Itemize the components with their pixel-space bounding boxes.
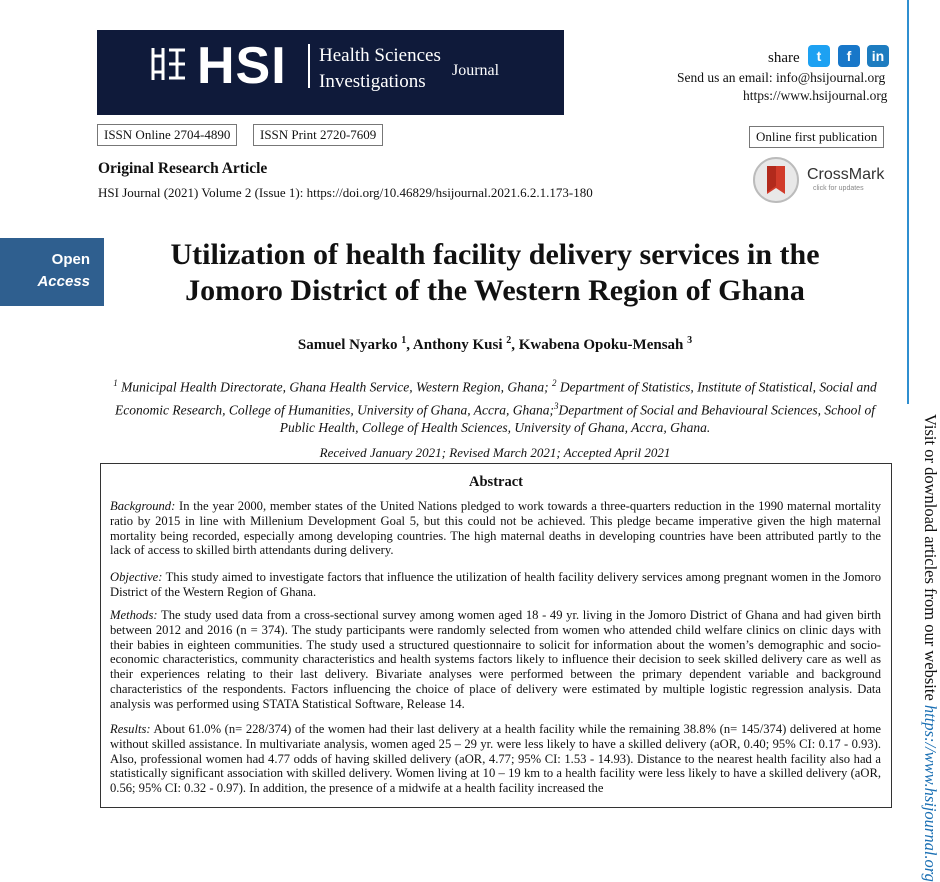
- twitter-icon[interactable]: t: [808, 45, 830, 67]
- author-affil-sup: 3: [687, 335, 693, 346]
- logo-line-2: Investigations: [319, 71, 426, 92]
- online-first-badge: Online first publication: [749, 126, 884, 148]
- facebook-icon[interactable]: f: [838, 45, 860, 67]
- affil-sup: 1: [113, 378, 118, 388]
- methods-label: Methods:: [110, 608, 158, 622]
- share-label: share: [768, 50, 800, 66]
- author-name: Anthony Kusi: [412, 337, 503, 353]
- abstract-box: [100, 463, 892, 808]
- website-link[interactable]: https://www.hsijournal.org: [743, 88, 888, 103]
- abstract-background: [110, 499, 881, 558]
- logo-divider: [308, 44, 310, 88]
- linkedin-icon[interactable]: in: [867, 45, 889, 67]
- citation-doi[interactable]: HSI Journal (2021) Volume 2 (Issue 1): https://doi.org/10.46829/hsijournal.2021.6.2.1.173-180: [98, 185, 593, 200]
- open-access-line-2: Access: [37, 273, 90, 290]
- author-name: Samuel Nyarko: [297, 337, 398, 353]
- abstract-methods: [110, 608, 881, 712]
- author-name: Kwabena Opoku-Mensah: [518, 337, 684, 353]
- issn-print-badge: ISSN Print 2720-7609: [253, 124, 383, 146]
- logo-brand: HSI: [197, 37, 287, 95]
- article-type: Original Research Article: [98, 160, 268, 177]
- affiliation-3: Department of Social and Behavioural Sciences, School of Public Health, College of Health Sciences, University of Ghana, Accra, Ghana.: [279, 402, 875, 435]
- logo-line-1: Health Sciences: [319, 45, 441, 66]
- logo-line-3: Journal: [452, 62, 500, 79]
- author-affil-sup: 1: [401, 335, 407, 346]
- objective-label: Objective:: [110, 570, 163, 584]
- results-label: Results:: [110, 722, 151, 736]
- objective-text: This study aimed to investigate factors that influence the utilization of health facility delivery services among pregnant women in the Jomoro District of the Western Region of Ghana.: [110, 570, 881, 599]
- abstract-results: [110, 722, 881, 796]
- author-affil-sup: 2: [506, 335, 512, 346]
- abstract-objective: [110, 570, 881, 600]
- sidebar-divider: [907, 0, 909, 404]
- results-text: About 61.0% (n= 228/374) of the women had their last delivery at a health facility while the remaining 38.8% (n= 145/374) delivered at home without skilled assistance. In multivariate analysis, women aged 25 – 29 yr. were less likely to have a skilled delivery (aOR, 0.40; 95% CI: 0.17 - 0.93). Also, professional women had 4.77 odds of having skilled delivery (aOR, 4.77; 95% CI: 1.53 - 14.93). Distance to the nearest health facility also had a statistically significant association with skilled delivery. Women living at 10 – 19 km to a health facility were less likely to have a skilled delivery (aOR, 0.56; 95% CI: 0.32 - 0.97). In addition, the presence of a midwife at a health facility increased the: [110, 722, 881, 796]
- sidebar-text: Visit or download articles from our website: [921, 414, 940, 705]
- crossmark-label[interactable]: CrossMark: [807, 166, 885, 183]
- background-text: In the year 2000, member states of the United Nations pledged to work towards a three-quarters reduction in the 1990 maternal mortality ratio by 2015 in line with Millenium Development Goal 5, but this could not be achieved. This pledge became imperative given the high maternal mortality being recorded, especially among developing countries. The high maternal deaths in developing countries have been attributed partly to the lack of access to skilled birth attendants during delivery.: [110, 499, 882, 558]
- affil-sup: 3: [554, 400, 559, 411]
- open-access-line-1: Open: [51, 251, 90, 268]
- background-label: Background:: [110, 499, 176, 513]
- open-access-tab: [0, 238, 104, 306]
- affiliations: [100, 374, 890, 437]
- author-list: Samuel Nyarko $^1$, Anthony Kusi $^2$, Kwabena Opoku-Mensah $^3$: [297, 335, 693, 353]
- crossmark-icon[interactable]: [752, 156, 800, 204]
- email-link[interactable]: Send us an email: info@hsijournal.org: [677, 70, 886, 85]
- article-title: [100, 237, 890, 309]
- sidebar-website-note: [920, 414, 940, 882]
- affil-sup: 2: [552, 378, 557, 388]
- crossmark-sublabel: click for updates: [813, 185, 864, 192]
- methods-text: The study used data from a cross-sectional survey among women aged 18 - 49 yr. living in the Jomoro District of Ghana and had given birth between 2012 and 2016 (n = 374). The study participants were randomly selected from women who attended child welfare clinics on clinic days with their babies in eighteen communities. The study used a structured questionnaire to solicit for information about the women’s demographic and socio-economic characteristics, community characteristics and health systems factors likely to influence their decision to seek skilled delivery care as well as their experiences relating to their last delivery. Bivariate analyses were performed between the primary dependent variable and background characteristics of the respondents. Factors influencing the choice of place of delivery were estimated by multiple logistic regression analysis. Data analysis was performed using STATA Statistical Software, Release 14.: [110, 608, 882, 711]
- sidebar-link[interactable]: https://www.hsijournal.org: [921, 704, 940, 882]
- abstract-title: Abstract: [469, 474, 523, 490]
- issn-online-badge: ISSN Online 2704-4890: [97, 124, 237, 146]
- affiliation-2: Department of Statistics, Institute of Statistical, Social and Economic Research, College of Humanities, University of Ghana, Accra, Ghana;: [115, 379, 877, 417]
- title-line-2: Jomoro District of the Western Region of Ghana: [185, 274, 805, 307]
- received-dates: Received January 2021; Revised March 2021; Accepted April 2021: [319, 445, 671, 460]
- title-line-1: Utilization of health facility delivery services in the: [170, 238, 820, 271]
- hsi-logo-icon: [149, 44, 189, 84]
- journal-banner: [97, 30, 564, 115]
- affiliation-1: Municipal Health Directorate, Ghana Health Service, Western Region, Ghana;: [121, 379, 549, 395]
